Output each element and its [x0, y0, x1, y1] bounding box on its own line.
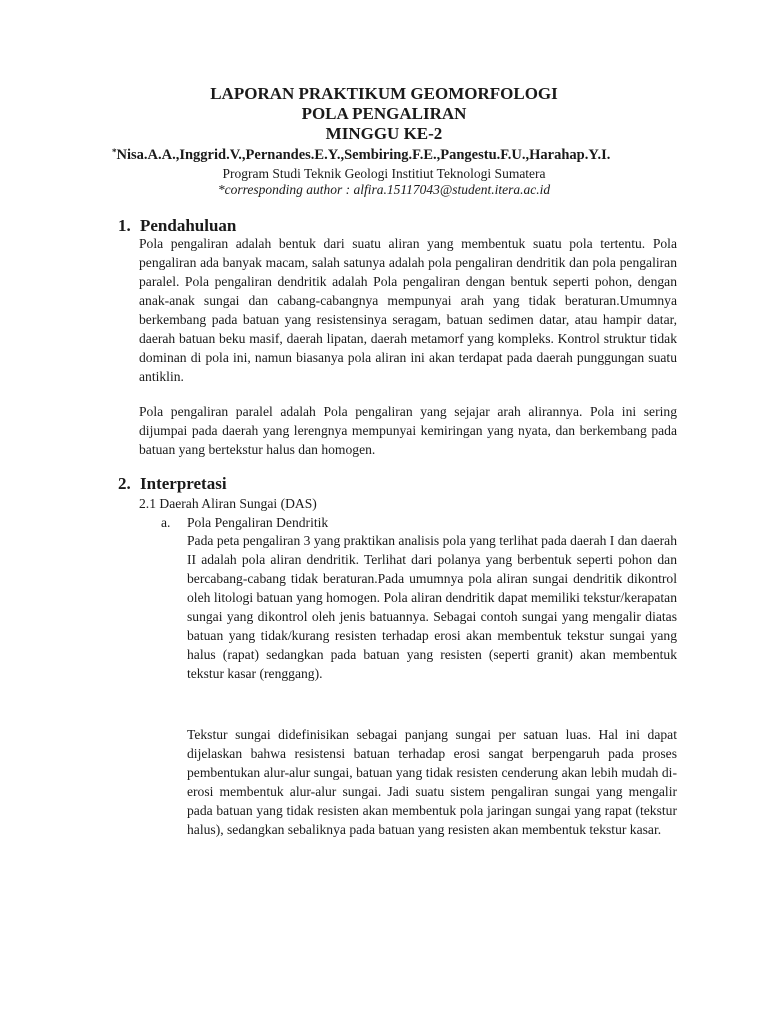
- author-list: [112, 146, 610, 164]
- report-title-line-3: MINGGU KE-2: [325, 124, 443, 143]
- section-1-number: 1.: [118, 216, 131, 235]
- item-a-marker: a.: [161, 515, 171, 530]
- item-a-title: Pola Pengaliran Dendritik: [187, 515, 329, 530]
- affiliation: Program Studi Teknik Geologi Institiut Teknologi Sumatera: [222, 166, 546, 181]
- section-2-heading: [118, 474, 227, 494]
- corresponding-author: *corresponding author : alfira.15117043@student.itera.ac.id: [217, 182, 551, 197]
- author-marker: *: [112, 147, 117, 157]
- section-1-heading: [118, 216, 236, 236]
- item-a-paragraph-1: Pada peta pengaliran 3 yang praktikan analisis pola yang terlihat pada daerah I dan daerah II adalah pola aliran dendritik. Terlihat dari polanya yang berbentuk seperti pohon dan bercabang-cabang tidak beraturan.Pada umumnya pola aliran sungai dendritik dikontrol oleh litologi batuan yang homogen. Pola aliran dendritik dapat memiliki tekstur/kerapatan sungai yang dikontrol oleh jenis batuannya. Sebagai contoh sungai yang mengalir diatas batuan yang tidak/kurang resisten terhadap erosi akan membentuk tekstur sungai yang halus (rapat) sedangkan pada batuan yang resisten (seperti granit) akan membentuk tekstur kasar (renggang).: [187, 533, 677, 681]
- section-1-paragraph-1: Pola pengaliran adalah bentuk dari suatu aliran yang membentuk suatu pola tertentu. Pola pengaliran ada banyak macam, salah satunya adalah pola pengaliran dendritik dan pola pengaliran paralel. Pola pengaliran dendritik adalah Pola pengaliran dengan bentuk seperti pohon, dengan anak-anak sungai dan cabang-cabangnya mempunyai arah yang tidak beraturan.Umumnya berkembang pada batuan yang resistensinya seragam, batuan sedimen datar, atau hampir datar, daerah batuan beku masif, daerah lipatan, daerah metamorf yang kompleks. Kontrol struktur tidak dominan di pola ini, namun biasanya pola aliran ini akan terdapat pada daerah punggungan suatu antiklin.: [139, 236, 677, 384]
- author-names: Nisa.A.A.,Inggrid.V.,Pernandes.E.Y.,Sembiring.F.E.,Pangestu.F.U.,Harahap.Y.I.: [116, 147, 611, 163]
- section-2-title: Interpretasi: [140, 474, 227, 493]
- item-a-heading: [161, 513, 328, 532]
- subsection-2-1-heading: 2.1 Daerah Aliran Sungai (DAS): [139, 496, 317, 511]
- section-1-title: Pendahuluan: [140, 216, 237, 235]
- report-header: [0, 84, 768, 144]
- section-2-number: 2.: [118, 474, 131, 493]
- report-title-line-1: LAPORAN PRAKTIKUM GEOMORFOLOGI: [210, 84, 558, 103]
- report-title-line-2: POLA PENGALIRAN: [301, 104, 467, 123]
- item-a-paragraph-2: Tekstur sungai didefinisikan sebagai panjang sungai per satuan luas. Hal ini dapat dijelaskan bahwa resistensi batuan terhadap erosi sangat berpengaruh pada proses pembentukan alur-alur sungai, batuan yang tidak resisten cenderung akan lebih mudah di-erosi membentuk alur-alur sungai. Jadi suatu sistem pengaliran sungai yang mengalir pada batuan yang tidak resisten akan membentuk pola jaringan sungai yang rapat (tekstur halus), sedangkan sebaliknya pada batuan yang resisten akan membentuk tekstur kasar.: [187, 727, 677, 837]
- section-1-paragraph-2: Pola pengaliran paralel adalah Pola pengaliran yang sejajar arah alirannya. Pola ini sering dijumpai pada daerah yang lerengnya mempunyai kemiringan yang nyata, dan berkembang pada batuan yang bertekstur halus dan homogen.: [139, 404, 677, 457]
